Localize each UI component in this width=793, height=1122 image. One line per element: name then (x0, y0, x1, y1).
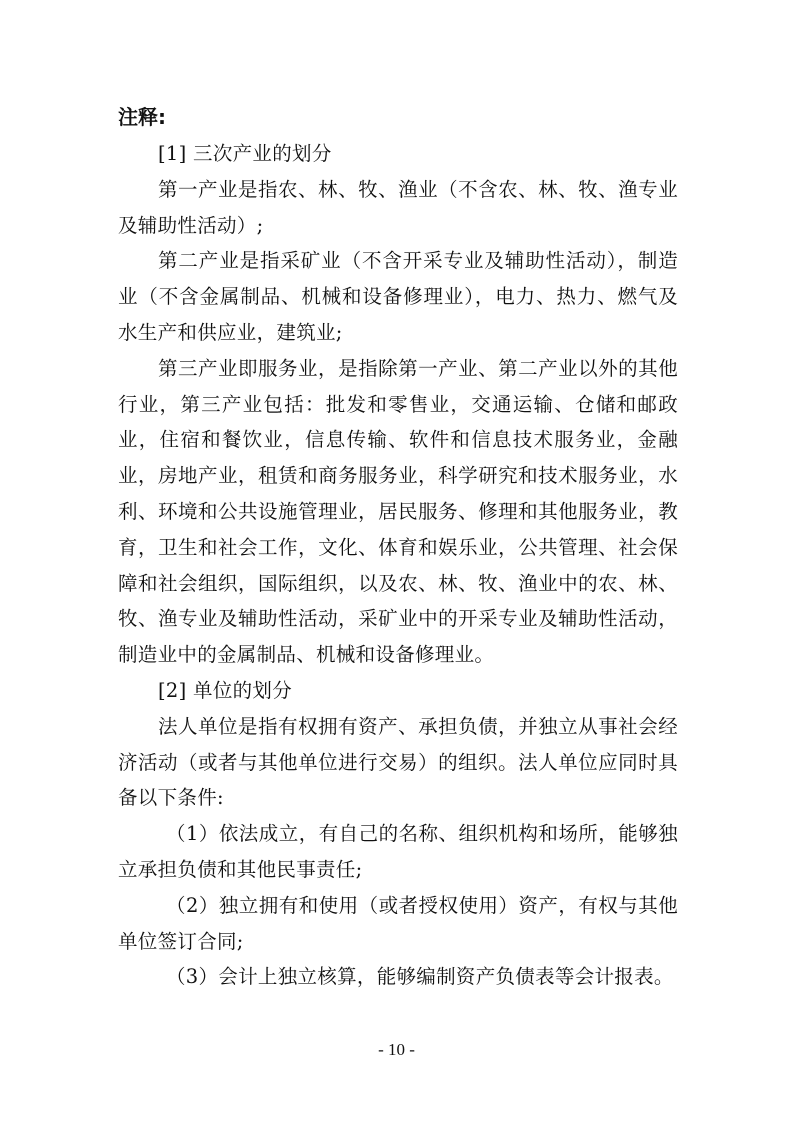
condition-item-2: （2）独立拥有和使用（或者授权使用）资产，有权与其他单位签订合同; (118, 893, 678, 953)
paragraph-tertiary-industry: 第三产业即服务业，是指除第一产业、第二产业以外的其他行业，第三产业包括：批发和零售业，交通运输、仓储和邮政业，住宿和餐饮业，信息传输、软件和信息技术服务业，金融业，房地产业，租赁和商务服务业，科学研究和技术服务业，水利、环境和公共设施管理业，居民服务、修理和其他服务业，教育，卫生和社会工作，文化、体育和娱乐业，公共管理、社会保障和社会组织，国际组织，以及农、林、牧、渔业中的农、林、牧、渔专业及辅助性活动，采矿业中的开采专业及辅助性活动，制造业中的金属制品、机械和设备修理业。 (118, 356, 678, 667)
condition-item-1: （1）依法成立，有自己的名称、组织机构和场所，能够独立承担负债和其他民事责任; (118, 822, 678, 881)
notes-heading: 注释: (118, 105, 166, 129)
document-body (118, 100, 678, 995)
paragraph-primary-industry: 第一产业是指农、林、牧、渔业（不含农、林、牧、渔专业及辅助性活动）; (118, 177, 678, 237)
paragraph-legal-entity: 法人单位是指有权拥有资产、承担负债，并独立从事社会经济活动（或者与其他单位进行交易）的组织。法人单位应同时具备以下条件: (118, 714, 678, 810)
condition-item-3: （3）会计上独立核算，能够编制资产负债表等会计报表。 (166, 965, 674, 989)
section-title-unit-classification: [2] 单位的划分 (158, 678, 293, 702)
paragraph-secondary-industry: 第二产业是指采矿业（不含开采专业及辅助性活动），制造业（不含金属制品、机械和设备修理业），电力、热力、燃气及水生产和供应业，建筑业; (118, 249, 678, 344)
page-number: - 10 - (378, 1040, 415, 1059)
section-title-industry-classification: [1] 三次产业的划分 (158, 142, 332, 165)
